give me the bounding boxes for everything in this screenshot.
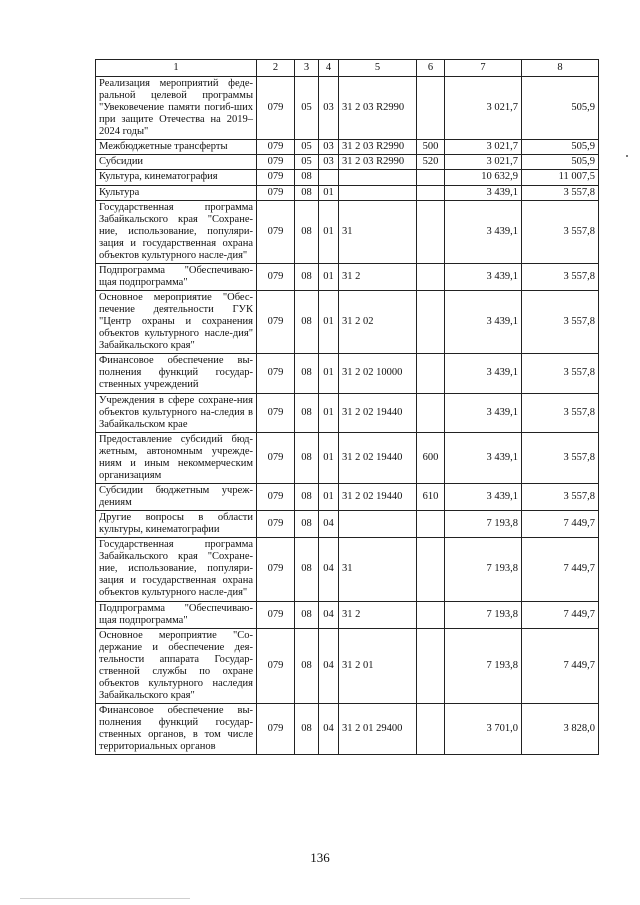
table-row [96,170,599,185]
row-value-cell: 11 007,5 [522,170,599,185]
row-value-cell: 3 439,1 [445,263,522,290]
header-row [96,60,599,77]
row-value-cell: 31 2 03 R2990 [339,155,417,170]
row-value-cell: 3 557,8 [522,200,599,263]
row-value-cell: 01 [319,200,339,263]
row-value-cell: 3 439,1 [445,354,522,393]
row-value-cell: 079 [257,354,295,393]
row-value-cell: 079 [257,511,295,538]
row-value-cell [417,601,445,628]
row-value-cell [417,185,445,200]
row-value-cell [417,77,445,140]
table-row [96,140,599,155]
table-row [96,185,599,200]
row-value-cell: 05 [295,140,319,155]
row-value-cell: 3 557,8 [522,185,599,200]
row-value-cell: 08 [295,538,319,601]
row-name-cell: Финансовое обеспечение вы-полнения функций государ-ственных органов, в том числе территориальных органов [96,704,257,755]
row-value-cell: 04 [319,704,339,755]
row-value-cell: 079 [257,77,295,140]
row-value-cell [417,511,445,538]
table-row [96,354,599,393]
row-value-cell: 03 [319,155,339,170]
row-value-cell [319,170,339,185]
table-row [96,511,599,538]
row-value-cell: 05 [295,155,319,170]
table-row [96,704,599,755]
row-value-cell [417,628,445,703]
row-value-cell: 7 193,8 [445,511,522,538]
header-cell: 8 [522,60,599,77]
row-value-cell: 079 [257,538,295,601]
row-value-cell [417,393,445,432]
row-value-cell: 03 [319,77,339,140]
table-row [96,393,599,432]
row-value-cell: 08 [295,628,319,703]
row-value-cell: 7 449,7 [522,628,599,703]
row-value-cell: 01 [319,185,339,200]
row-value-cell: 079 [257,155,295,170]
row-value-cell: 500 [417,140,445,155]
row-value-cell: 31 2 01 29400 [339,704,417,755]
row-value-cell: 31 2 02 [339,291,417,354]
row-value-cell: 31 2 [339,263,417,290]
row-value-cell: 079 [257,170,295,185]
row-value-cell [417,170,445,185]
row-value-cell: 3 557,8 [522,354,599,393]
row-name-cell: Финансовое обеспечение вы-полнения функций государ-ственных учреждений [96,354,257,393]
row-value-cell [417,200,445,263]
table-row [96,291,599,354]
row-value-cell: 7 449,7 [522,601,599,628]
header-cell: 7 [445,60,522,77]
table-row [96,155,599,170]
row-value-cell: 08 [295,200,319,263]
row-value-cell: 01 [319,393,339,432]
row-value-cell: 03 [319,140,339,155]
table-row [96,628,599,703]
row-value-cell: 08 [295,263,319,290]
row-value-cell: 31 [339,538,417,601]
row-value-cell: 31 2 01 [339,628,417,703]
row-value-cell: 08 [295,291,319,354]
row-name-cell: Государственная программа Забайкальского края "Сохране-ние, использование, популяри-зация и государственная охрана объектов культурного насле-дия" [96,200,257,263]
table-row [96,483,599,510]
row-name-cell: Межбюджетные трансферты [96,140,257,155]
row-value-cell: 08 [295,483,319,510]
row-value-cell: 079 [257,628,295,703]
row-name-cell: Другие вопросы в области культуры, кинематографии [96,511,257,538]
page-number: 136 [310,850,330,865]
row-value-cell: 3 557,8 [522,483,599,510]
row-value-cell: 505,9 [522,155,599,170]
row-value-cell: 01 [319,263,339,290]
row-value-cell: 7 193,8 [445,628,522,703]
row-value-cell: 505,9 [522,77,599,140]
row-value-cell: 08 [295,393,319,432]
row-value-cell: 3 557,8 [522,263,599,290]
row-value-cell: 505,9 [522,140,599,155]
row-value-cell [339,185,417,200]
row-value-cell: 3 439,1 [445,200,522,263]
row-name-cell: Государственная программа Забайкальского края "Сохране-ние, использование, популяри-зация и государственная охрана объектов культурного насле-дия" [96,538,257,601]
scan-edge-line [20,898,190,899]
row-value-cell [417,263,445,290]
row-value-cell: 079 [257,200,295,263]
row-name-cell: Субсидии [96,155,257,170]
header-cell: 5 [339,60,417,77]
row-value-cell: 610 [417,483,445,510]
row-name-cell: Предоставление субсидий бюд-жетным, автономным учрежде-ниям и иным некоммерческим организациям [96,432,257,483]
row-value-cell: 3 021,7 [445,155,522,170]
row-name-cell: Основное мероприятие "Обес-печение деятельности ГУК "Центр охраны и сохранения объектов культурного насле-дия" Забайкальского края" [96,291,257,354]
scan-dot [626,155,628,157]
table-row [96,263,599,290]
row-value-cell [417,538,445,601]
row-value-cell: 520 [417,155,445,170]
row-value-cell [339,170,417,185]
row-value-cell: 31 2 03 R2990 [339,140,417,155]
row-name-cell: Подпрограмма "Обеспечиваю-щая подпрограмма" [96,601,257,628]
row-value-cell: 3 439,1 [445,432,522,483]
row-name-cell: Учреждения в сфере сохране-ния объектов культурного на-следия в Забайкальском крае [96,393,257,432]
row-value-cell: 3 557,8 [522,432,599,483]
row-name-cell: Основное мероприятие "Со-держание и обеспечение дея-тельности аппарата Государ-ственной службы по охране объектов культурного наследия Забайкальского края" [96,628,257,703]
row-value-cell [417,354,445,393]
table-row [96,432,599,483]
header-cell: 2 [257,60,295,77]
row-value-cell: 04 [319,628,339,703]
row-value-cell: 04 [319,601,339,628]
table-body [96,77,599,755]
row-value-cell: 3 557,8 [522,393,599,432]
table-row [96,601,599,628]
row-value-cell: 01 [319,354,339,393]
table-row [96,200,599,263]
row-value-cell: 04 [319,538,339,601]
row-value-cell: 05 [295,77,319,140]
row-value-cell: 3 021,7 [445,77,522,140]
row-value-cell: 079 [257,140,295,155]
row-value-cell: 10 632,9 [445,170,522,185]
row-value-cell: 31 2 02 10000 [339,354,417,393]
row-value-cell: 079 [257,291,295,354]
row-name-cell: Культура, кинематография [96,170,257,185]
row-value-cell: 08 [295,511,319,538]
row-value-cell: 3 439,1 [445,393,522,432]
row-value-cell: 01 [319,432,339,483]
row-value-cell: 3 557,8 [522,291,599,354]
row-value-cell: 3 701,0 [445,704,522,755]
row-value-cell: 079 [257,393,295,432]
row-value-cell [339,511,417,538]
row-name-cell: Реализация мероприятий феде-ральной целевой программы "Увековечение памяти погиб-ших при защите Отечества на 2019–2024 годы" [96,77,257,140]
row-value-cell: 3 828,0 [522,704,599,755]
row-value-cell: 31 2 03 R2990 [339,77,417,140]
row-value-cell: 01 [319,483,339,510]
row-value-cell: 3 021,7 [445,140,522,155]
row-value-cell: 3 439,1 [445,483,522,510]
row-value-cell: 31 2 02 19440 [339,432,417,483]
row-value-cell: 600 [417,432,445,483]
row-value-cell: 079 [257,263,295,290]
row-value-cell: 31 2 02 19440 [339,483,417,510]
row-value-cell: 04 [319,511,339,538]
header-cell: 3 [295,60,319,77]
row-value-cell: 3 439,1 [445,291,522,354]
row-value-cell: 08 [295,601,319,628]
row-value-cell: 01 [319,291,339,354]
row-value-cell: 08 [295,170,319,185]
row-value-cell: 08 [295,185,319,200]
row-name-cell: Подпрограмма "Обеспечиваю-щая подпрограмма" [96,263,257,290]
row-value-cell: 3 439,1 [445,185,522,200]
row-value-cell: 079 [257,704,295,755]
row-value-cell [417,291,445,354]
row-value-cell: 079 [257,432,295,483]
row-name-cell: Культура [96,185,257,200]
row-value-cell: 08 [295,354,319,393]
row-value-cell: 7 193,8 [445,538,522,601]
row-value-cell: 7 449,7 [522,511,599,538]
row-value-cell: 31 2 02 19440 [339,393,417,432]
row-value-cell: 08 [295,432,319,483]
row-value-cell: 31 2 [339,601,417,628]
budget-table [95,59,599,755]
row-value-cell [417,704,445,755]
row-value-cell: 08 [295,704,319,755]
row-value-cell: 7 193,8 [445,601,522,628]
header-cell: 6 [417,60,445,77]
table-row [96,538,599,601]
row-value-cell: 079 [257,185,295,200]
header-cell: 4 [319,60,339,77]
row-value-cell: 079 [257,483,295,510]
row-value-cell: 31 [339,200,417,263]
row-value-cell: 079 [257,601,295,628]
row-value-cell: 7 449,7 [522,538,599,601]
header-cell: 1 [96,60,257,77]
row-name-cell: Субсидии бюджетным учреж-дениям [96,483,257,510]
table-row [96,77,599,140]
